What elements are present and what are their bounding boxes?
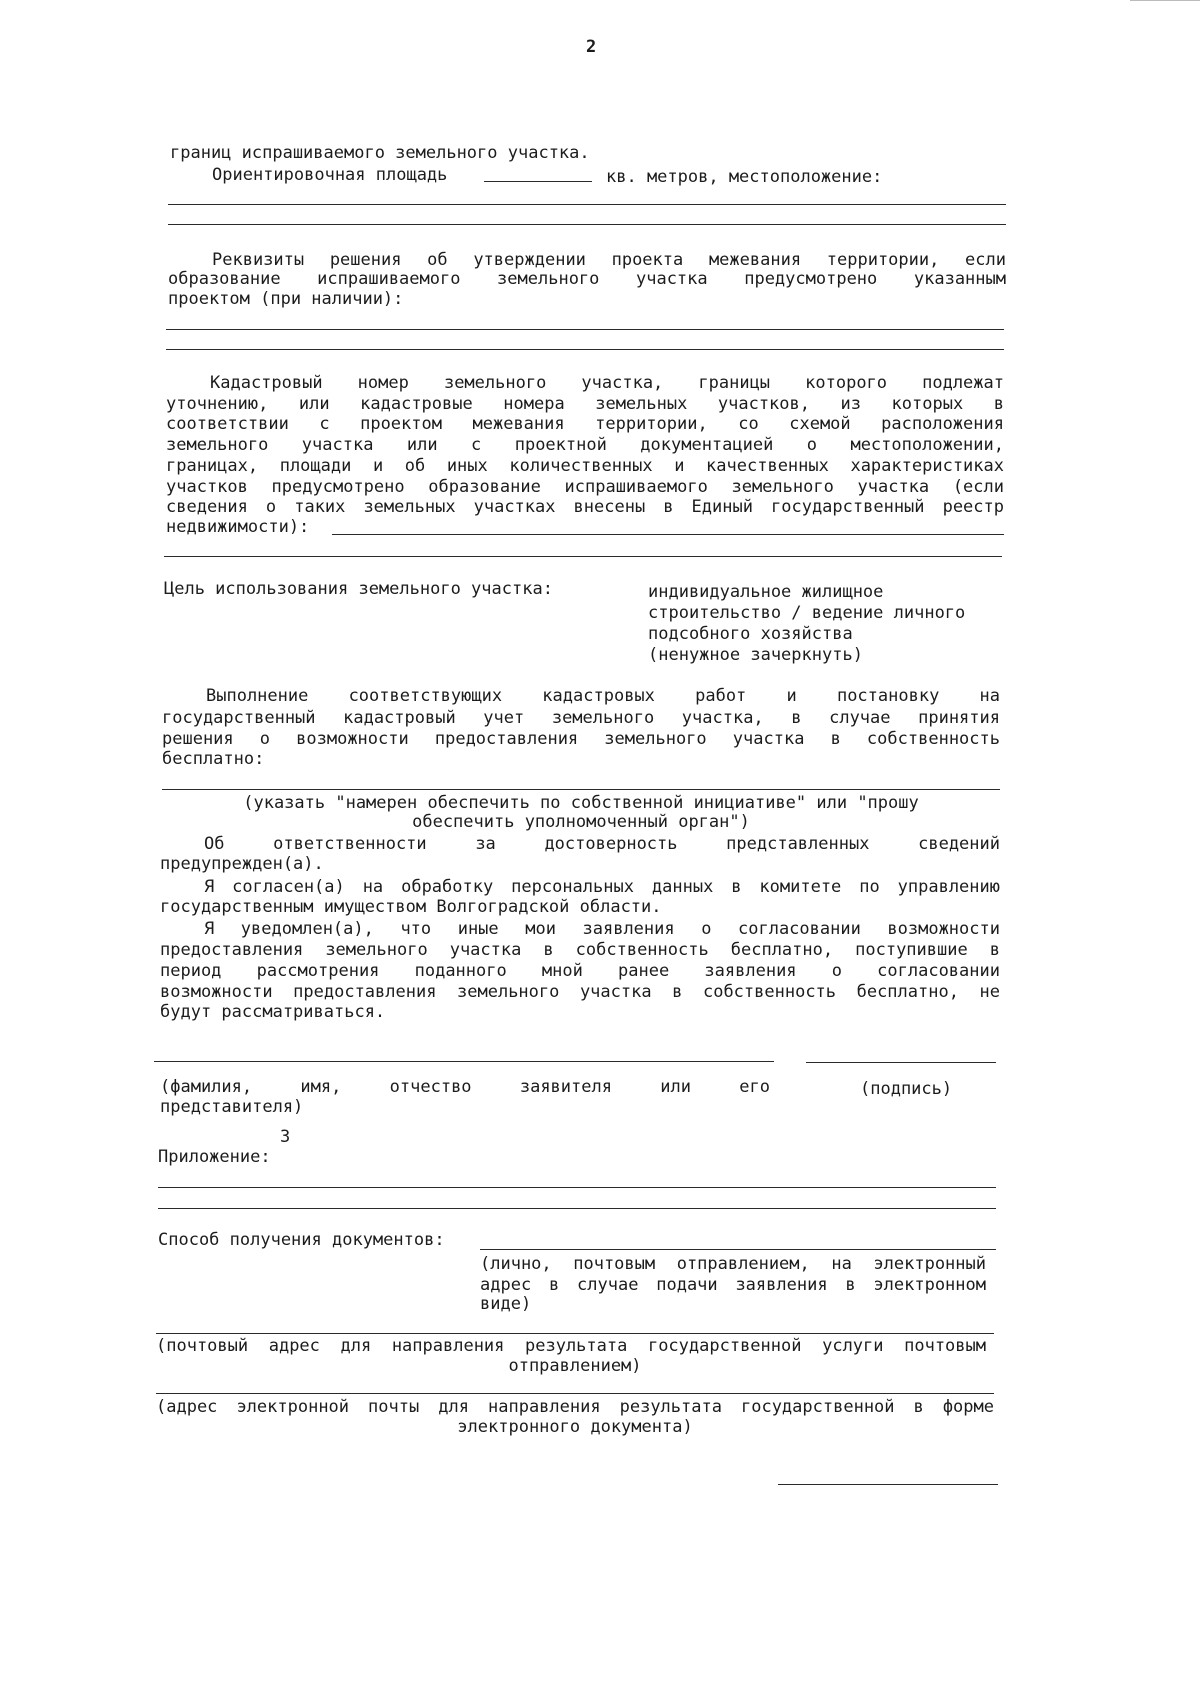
cadastral-line-6: участков предусмотрено образование испрашиваемого земельного участка (если — [166, 477, 1004, 497]
delivery-hint-line-1: (лично, почтовым отправлением, на электронный — [480, 1254, 986, 1274]
purpose-value-line-2: строительство / ведение личного — [648, 603, 966, 623]
notice-line-4: возможности предоставления земельного участка в собственность бесплатно, не — [160, 982, 1000, 1002]
location-blank-line-2[interactable] — [168, 224, 1006, 225]
notice-line-3: период рассмотрения поданного мной ранее заявления о согласовании — [160, 961, 1000, 981]
works-blank-line[interactable] — [162, 789, 1000, 790]
delivery-hint-line-3: виде) — [480, 1294, 532, 1314]
attachment-footnote-mark: 3 — [280, 1127, 291, 1147]
works-line-3: решения о возможности предоставления земельного участка в собственность — [162, 729, 1000, 749]
works-hint-line-1: (указать "намерен обеспечить по собственной инициативе" или "прошу — [243, 793, 919, 813]
applicant-name-field[interactable] — [154, 1061, 774, 1062]
postal-hint-line-2: отправлением) — [508, 1356, 642, 1376]
purpose-hint: (ненужное зачеркнуть) — [648, 645, 863, 665]
area-intro-line: границ испрашиваемого земельного участка. — [170, 143, 590, 163]
cadastral-line-3: соответствии с проектом межевания территории, со схемой расположения — [166, 414, 1004, 434]
cadastral-line-4: земельного участка или с проектной документацией о местоположении, — [166, 435, 1004, 455]
notice-line-2: предоставления земельного участка в собственность бесплатно, поступившие в — [160, 940, 1000, 960]
works-line-2: государственный кадастровый учет земельного участка, в случае принятия — [162, 708, 1000, 728]
project-blank-line-1[interactable] — [166, 329, 1004, 330]
location-blank-line-1[interactable] — [168, 204, 1006, 205]
name-caption-line-2: представителя) — [160, 1097, 304, 1117]
signature-field[interactable] — [806, 1062, 996, 1063]
purpose-label: Цель использования земельного участка: — [164, 579, 553, 599]
delivery-method-field[interactable] — [480, 1249, 996, 1250]
purpose-value-line-3: подсобного хозяйства — [648, 624, 853, 644]
date-field[interactable] — [778, 1484, 998, 1485]
notice-last-line: будут рассматриваться. — [160, 1002, 386, 1022]
cadastral-blank-inline[interactable] — [332, 534, 1004, 535]
delivery-hint-line-2: адрес в случае подачи заявления в электронном — [480, 1275, 986, 1295]
attachment-blank-line-2[interactable] — [158, 1208, 996, 1209]
cadastral-line-2: уточнению, или кадастровые номера земельных участков, из которых в — [166, 394, 1004, 414]
scan-edge-mark — [1130, 0, 1200, 1]
email-hint-line-2: электронного документа) — [457, 1417, 693, 1437]
signature-caption: (подпись) — [860, 1079, 953, 1099]
area-label: Ориентировочная площадь — [212, 165, 448, 185]
cadastral-blank-line[interactable] — [164, 556, 1002, 557]
page-number: 2 — [586, 37, 597, 57]
cadastral-line-7: сведения о таких земельных участках внесены в Единый государственный реестр — [166, 497, 1004, 517]
email-address-field[interactable] — [156, 1393, 994, 1394]
attachment-blank-line-1[interactable] — [158, 1187, 996, 1188]
works-last-line: бесплатно: — [162, 749, 265, 769]
name-caption-line-1: (фамилия, имя, отчество заявителя или его — [160, 1077, 770, 1097]
consent-line-1: Я согласен(а) на обработку персональных данных в комитете по управлению — [204, 877, 1000, 897]
delivery-label: Способ получения документов: — [158, 1230, 445, 1250]
project-blank-line-2[interactable] — [166, 349, 1004, 350]
responsibility-line-1: Об ответственности за достоверность представленных сведений — [204, 834, 1000, 854]
project-line-1: Реквизиты решения об утверждении проекта межевания территории, если — [212, 250, 1006, 270]
area-suffix: кв. метров, местоположение: — [606, 167, 883, 187]
cadastral-line-5: границах, площади и об иных количественных и качественных характеристиках — [166, 456, 1004, 476]
consent-line-2: государственным имуществом Волгоградской области. — [160, 897, 662, 917]
attachment-label: Приложение: — [158, 1147, 271, 1167]
email-hint-line-1: (адрес электронной почты для направления результата государственной в форме — [156, 1397, 994, 1417]
works-line-1: Выполнение соответствующих кадастровых работ и постановку на — [206, 686, 1000, 706]
responsibility-line-2: предупрежден(а). — [160, 854, 324, 874]
notice-line-1: Я уведомлен(а), что иные мои заявления о согласовании возможности — [204, 919, 1000, 939]
purpose-value-line-1: индивидуальное жилищное — [648, 582, 884, 602]
postal-hint-line-1: (почтовый адрес для направления результата государственной услуги почтовым — [156, 1336, 986, 1356]
postal-address-field[interactable] — [156, 1333, 994, 1334]
project-line-3: проектом (при наличии): — [168, 289, 404, 309]
project-line-2: образование испрашиваемого земельного участка предусмотрено указанным — [168, 269, 1006, 289]
cadastral-last-line: недвижимости): — [166, 517, 310, 537]
area-value-blank[interactable] — [484, 181, 592, 182]
cadastral-line-1: Кадастровый номер земельного участка, границы которого подлежат — [210, 373, 1004, 393]
works-hint-line-2: обеспечить уполномоченный орган") — [412, 812, 750, 832]
